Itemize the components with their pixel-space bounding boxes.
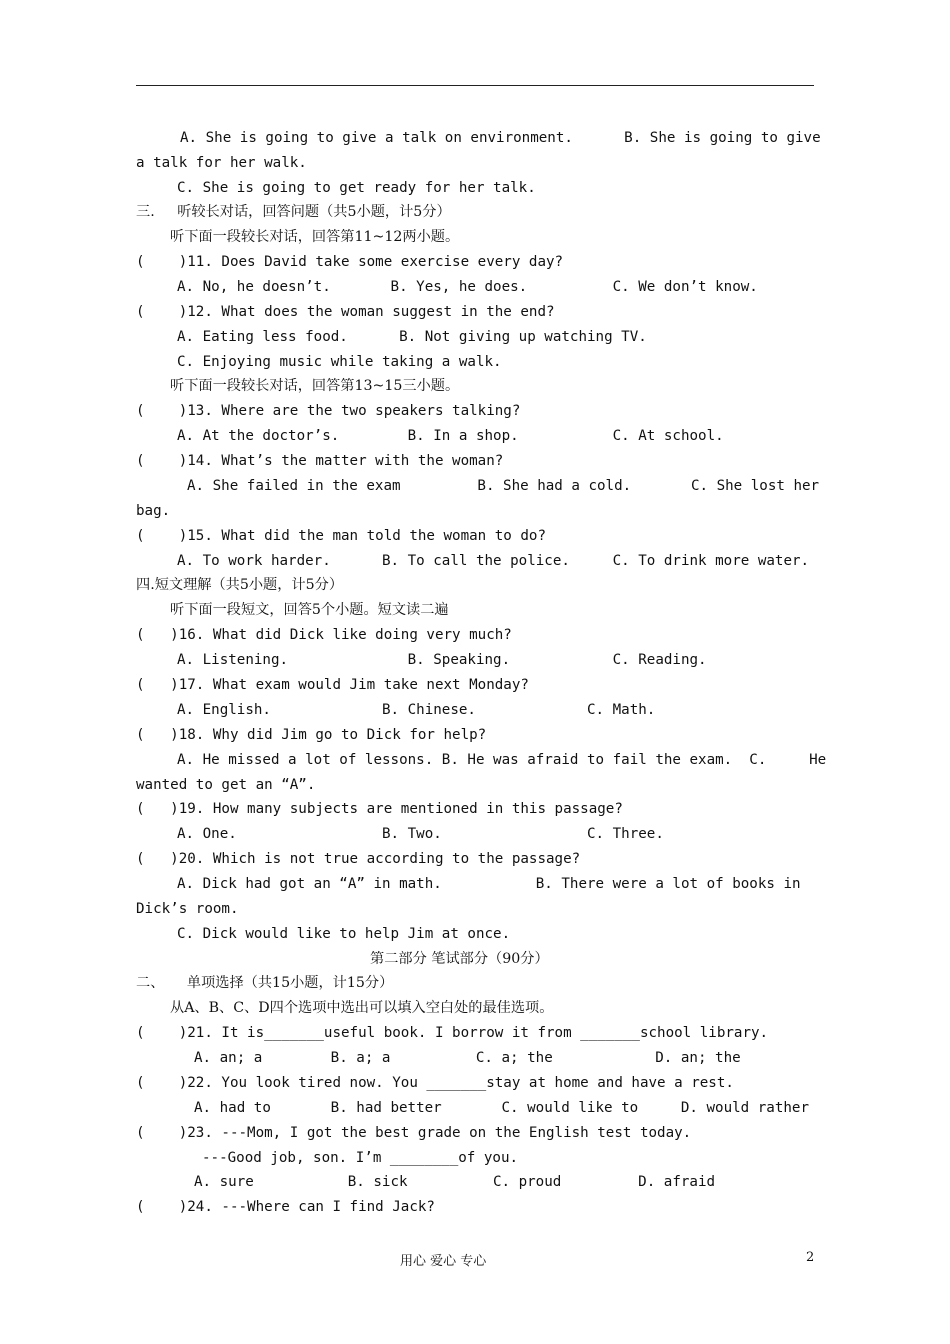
text-line: ( )11. Does David take some exercise every day? bbox=[136, 254, 564, 270]
text-line: A. English. B. Chinese. C. Math. bbox=[177, 702, 656, 718]
text-line: A. sure B. sick C. proud D. afraid bbox=[194, 1174, 716, 1190]
text-line: ( )15. What did the man told the woman to do? bbox=[136, 528, 546, 544]
page-number: 2 bbox=[806, 1250, 815, 1265]
text-line: ( )21. It is_______useful book. I borrow it from _______school library. bbox=[136, 1025, 769, 1041]
text-line: C. She is going to get ready for her talk. bbox=[177, 180, 536, 196]
text-line: 从A、B、C、D四个选项中选出可以填入空白处的最佳选项。 bbox=[170, 1000, 554, 1016]
text-line: ( )24. ---Where can I find Jack? bbox=[136, 1199, 435, 1215]
text-line: 听下面一段较长对话，回答第11~12两小题。 bbox=[170, 229, 460, 245]
text-line: A. Dick had got an “A” in math. B. There were a lot of books in bbox=[177, 876, 801, 892]
text-line: A. an; a B. a; a C. a; the D. an; the bbox=[194, 1050, 741, 1066]
header-rule bbox=[136, 85, 814, 86]
text-line: ( )17. What exam would Jim take next Monday? bbox=[136, 677, 529, 693]
text-line: ( )22. You look tired now. You _______stay at home and have a rest. bbox=[136, 1075, 734, 1091]
text-line: 听下面一段较长对话，回答第13~15三小题。 bbox=[170, 378, 460, 394]
text-line: A. At the doctor’s. B. In a shop. C. At school. bbox=[177, 428, 724, 444]
text-line: 二、 单项选择（共15小题，计15分） bbox=[136, 975, 394, 991]
text-line: Dick’s room. bbox=[136, 901, 239, 917]
text-line: A. One. B. Two. C. Three. bbox=[177, 826, 664, 842]
text-line: ---Good job, son. I’m ________of you. bbox=[202, 1150, 519, 1166]
text-line: 四.短文理解（共5小题，计5分） bbox=[136, 577, 344, 593]
text-line: 三. 听较长对话，回答问题（共5小题，计5分） bbox=[136, 204, 451, 220]
text-line: A. No, he doesn’t. B. Yes, he does. C. We don’t know. bbox=[177, 279, 758, 295]
text-line: 听下面一段短文，回答5个小题。短文读二遍 bbox=[170, 602, 449, 618]
text-line: A. Eating less food. B. Not giving up watching TV. bbox=[177, 329, 647, 345]
text-line: ( )19. How many subjects are mentioned in this passage? bbox=[136, 801, 623, 817]
text-line: A. She is going to give a talk on environment. B. She is going to give bbox=[180, 130, 821, 146]
text-line: A. She failed in the exam B. She had a cold. C. She lost her bbox=[187, 478, 820, 494]
text-line: ( )20. Which is not true according to the passage? bbox=[136, 851, 581, 867]
text-line: ( )18. Why did Jim go to Dick for help? bbox=[136, 727, 487, 743]
footer-motto: 用心 爱心 专心 bbox=[400, 1254, 487, 1269]
text-line: wanted to get an “A”. bbox=[136, 777, 316, 793]
text-line: ( )12. What does the woman suggest in the end? bbox=[136, 304, 555, 320]
text-line: ( )23. ---Mom, I got the best grade on the English test today. bbox=[136, 1125, 692, 1141]
text-line: A. He missed a lot of lessons. B. He was afraid to fail the exam. C. He bbox=[177, 752, 827, 768]
text-line: ( )16. What did Dick like doing very much? bbox=[136, 627, 512, 643]
text-line: A. had to B. had better C. would like to D. would rather bbox=[194, 1100, 809, 1116]
text-line: ( )14. What’s the matter with the woman? bbox=[136, 453, 504, 469]
text-line: C. Dick would like to help Jim at once. bbox=[177, 926, 511, 942]
text-line: A. Listening. B. Speaking. C. Reading. bbox=[177, 652, 707, 668]
text-line: 第二部分 笔试部分（90分） bbox=[370, 951, 549, 967]
text-line: bag. bbox=[136, 503, 171, 519]
text-line: ( )13. Where are the two speakers talking? bbox=[136, 403, 521, 419]
text-line: a talk for her walk. bbox=[136, 155, 307, 171]
text-line: A. To work harder. B. To call the police. C. To drink more water. bbox=[177, 553, 810, 569]
text-line: C. Enjoying music while taking a walk. bbox=[177, 354, 502, 370]
